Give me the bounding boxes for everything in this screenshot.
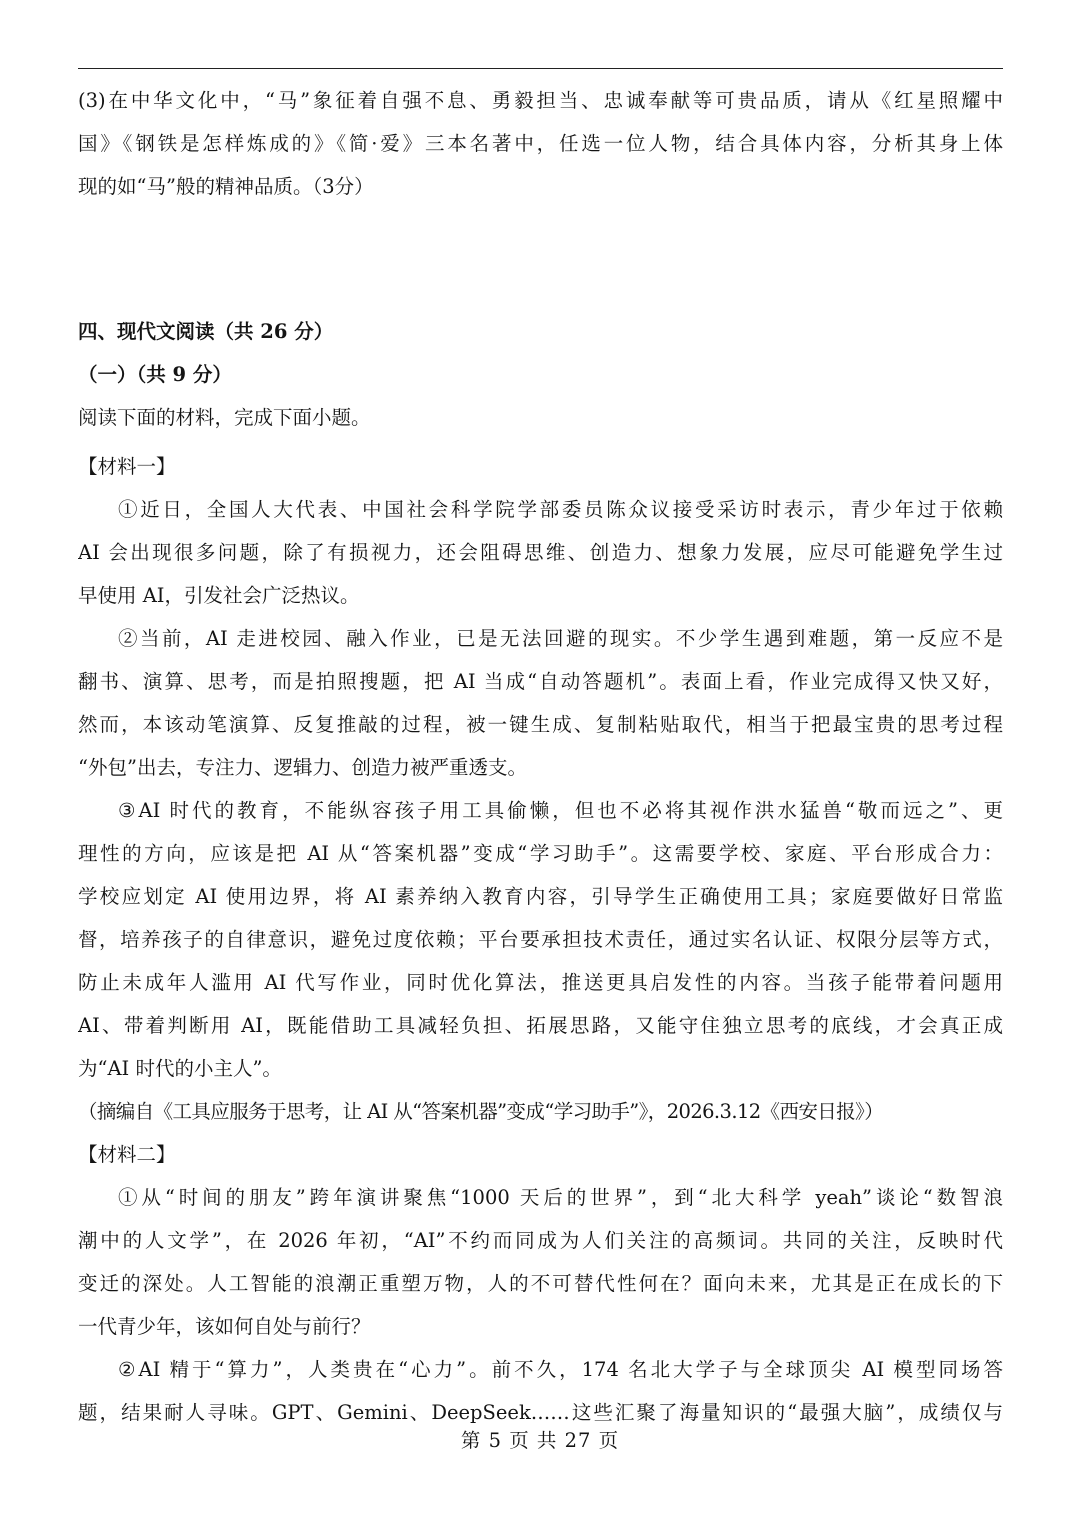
material-2-p1-line-2: 潮中的人文学”，在 2026 年初，“AI”不约而同成为人们关注的高频词。共同的关注，反映时代 (78, 1229, 1003, 1252)
material-1-source: （摘编自《工具应服务于思考，让 AI 从“答案机器”变成“学习助手”》，2026.3.12《西安日报》） (78, 1100, 884, 1123)
material-1-p3-line-7: 为“AI 时代的小主人”。 (78, 1057, 282, 1080)
material-1 (78, 445, 1003, 1133)
section-subtitle: （一）（共 9 分） (78, 363, 232, 386)
material-1-p3-line-6: AI、带着判断用 AI，既能借助工具减轻负担、拓展思路，又能守住独立思考的底线，才会真正成 (78, 1014, 1003, 1037)
material-1-p3-line-1: ③AI 时代的教育，不能纵容孩子用工具偷懒，但也不必将其视作洪水猛兽“敬而远之”、更 (118, 799, 1003, 822)
question-3-line-1: (3)在中华文化中，“马”象征着自强不息、勇毅担当、忠诚奉献等可贵品质，请从《红星照耀中 (78, 89, 1003, 112)
question-3 (78, 79, 1003, 208)
material-2-p2-line-2: 题，结果耐人寻味。GPT、Gemini、DeepSeek……这些汇聚了海量知识的“最强大脑”，成绩仅与 (78, 1401, 1003, 1424)
material-1-p1-line-3: 早使用 AI，引发社会广泛热议。 (78, 584, 360, 607)
material-2-p1-line-1: ①从“时间的朋友”跨年演讲聚焦“1000 天后的世界”，到“北大科学 yeah”谈论“数智浪 (118, 1186, 1003, 1209)
material-1-p3-line-2: 理性的方向，应该是把 AI 从“答案机器”变成“学习助手”。这需要学校、家庭、平台形成合力： (78, 842, 1003, 865)
material-2-p1-line-3: 变迁的深处。人工智能的浪潮正重塑万物，人的不可替代性何在？面向未来，尤其是正在成长的下 (78, 1272, 1003, 1295)
material-1-p2-line-4: “外包”出去，专注力、逻辑力、创造力被严重透支。 (78, 756, 527, 779)
section-title: 四、现代文阅读（共 26 分） (78, 320, 334, 343)
question-3-line-3: 现的如“马”般的精神品质。（3分） (78, 175, 374, 198)
material-1-p2-line-3: 然而，本该动笔演算、反复推敲的过程，被一键生成、复制粘贴取代，相当于把最宝贵的思考过程 (78, 713, 1003, 736)
section-instruction: 阅读下面的材料，完成下面小题。 (78, 406, 371, 429)
material-1-p1-line-2: AI 会出现很多问题，除了有损视力，还会阻碍思维、创造力、想象力发展，应尽可能避免学生过 (78, 541, 1003, 564)
material-2-heading: 【材料二】 (78, 1143, 176, 1166)
material-1-p3-line-5: 防止未成年人滥用 AI 代写作业，同时优化算法，推送更具启发性的内容。当孩子能带着问题用 (78, 971, 1003, 994)
material-2 (78, 1133, 1003, 1434)
question-3-line-2: 国》《钢铁是怎样炼成的》《简·爱》三本名著中，任选一位人物，结合具体内容，分析其身上体 (78, 132, 1003, 155)
material-2-p2-line-1: ②AI 精于“算力”，人类贵在“心力”。前不久，174 名北大学子与全球顶尖 AI 模型同场答 (118, 1358, 1003, 1381)
header-rule (78, 68, 1003, 69)
material-1-heading: 【材料一】 (78, 455, 176, 478)
material-1-p3-line-4: 督，培养孩子的自律意识，避免过度依赖；平台要承担技术责任，通过实名认证、权限分层等方式， (78, 928, 1003, 951)
material-1-p1-line-1: ①近日，全国人大代表、中国社会科学院学部委员陈众议接受采访时表示，青少年过于依赖 (118, 498, 1003, 521)
material-1-p2-line-2: 翻书、演算、思考，而是拍照搜题，把 AI 当成“自动答题机”。表面上看，作业完成得又快又好， (78, 670, 1003, 693)
section-header (78, 310, 1003, 439)
material-1-p2-line-1: ②当前，AI 走进校园、融入作业，已是无法回避的现实。不少学生遇到难题，第一反应不是 (118, 627, 1003, 650)
material-1-p3-line-3: 学校应划定 AI 使用边界，将 AI 素养纳入教育内容，引导学生正确使用工具；家庭要做好日常监 (78, 885, 1003, 908)
page-footer: 第 5 页 共 27 页 (460, 1429, 620, 1452)
material-2-p1-line-4: 一代青少年，该如何自处与前行？ (78, 1315, 371, 1338)
